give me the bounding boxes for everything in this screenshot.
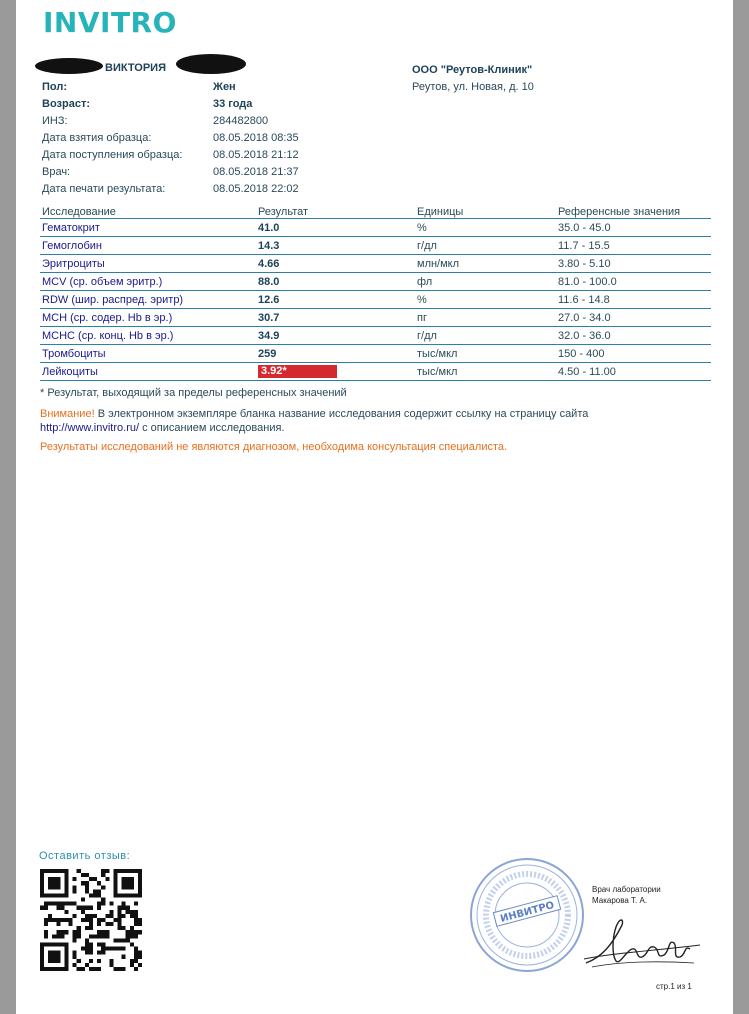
info-row: Дата печати результата: 08.05.2018 22:02 [42, 183, 299, 195]
review-label: Оставить отзыв: [39, 850, 131, 862]
info-row: Возраст: 33 года [42, 98, 253, 110]
clinic-info [412, 62, 534, 96]
clinic-name: ООО "Реутов-Клиник" [412, 64, 533, 76]
column-header: Референсные значения [556, 205, 711, 219]
site-link[interactable]: http://www.invitro.ru/ [40, 422, 140, 434]
info-row: Пол: Жен [42, 81, 236, 93]
table-row: RDW (шир. распред. эритр) 12.6 % 11.6 - 14.8 [40, 291, 711, 309]
test-name-link[interactable]: Эритроциты [40, 255, 256, 273]
page-number: стр.1 из 1 [656, 982, 692, 991]
out-of-range-note: * Результат, выходящий за пределы референсных значений [40, 387, 347, 399]
test-name-link[interactable]: Гемоглобин [40, 237, 256, 255]
table-row: Тромбоциты 259 тыс/мкл 150 - 400 [40, 345, 711, 363]
attention-label: Внимание! [40, 408, 95, 420]
out-of-range-result: 3.92* [258, 365, 337, 378]
table-header [40, 205, 711, 219]
attention-note: Внимание! В электронном экземпляре бланка название исследования содержит ссылку на страницу сайта http://www.invitro.ru/ с описанием исследования. [40, 408, 589, 434]
column-header: Исследование [40, 205, 256, 219]
info-row: Дата поступления образца: 08.05.2018 21:12 [42, 149, 299, 161]
test-name-link[interactable]: Гематокрит [40, 219, 256, 237]
info-row: Врач: 08.05.2018 21:37 [42, 166, 299, 178]
patient-first-name: ВИКТОРИЯ [105, 62, 166, 74]
test-name-link[interactable]: MCH (ср. содер. Hb в эр.) [40, 309, 256, 327]
doctor-signature [582, 905, 702, 975]
info-row: Дата взятия образца: 08.05.2018 08:35 [42, 132, 299, 144]
table-row: Гемоглобин 14.3 г/дл 11.7 - 15.5 [40, 237, 711, 255]
clinic-address: Реутов, ул. Новая, д. 10 [412, 81, 534, 93]
redacted-patronymic [176, 54, 246, 74]
doctor-info: Врач лаборатории Макарова Т. А. [592, 885, 661, 905]
column-header: Результат [256, 205, 415, 219]
test-name-link[interactable]: Лейкоциты [40, 363, 256, 381]
info-row: ИНЗ: 284482800 [42, 115, 269, 127]
table-row: Гематокрит 41.0 % 35.0 - 45.0 [40, 219, 711, 237]
table-row: MCH (ср. содер. Hb в эр.) 30.7 пг 27.0 - 34.0 [40, 309, 711, 327]
report-page [16, 0, 733, 1014]
column-header: Единицы [415, 205, 556, 219]
stamp-text: ИНВИТРО [499, 899, 556, 925]
disclaimer: Результаты исследований не являются диагнозом, необходима консультация специалиста. [40, 441, 508, 453]
patient-info [42, 79, 299, 198]
redacted-surname [35, 58, 103, 74]
test-name-link[interactable]: MCHC (ср. конц. Hb в эр.) [40, 327, 256, 345]
test-name-link[interactable]: Тромбоциты [40, 345, 256, 363]
test-name-link[interactable]: MCV (ср. объем эритр.) [40, 273, 256, 291]
invitro-logo: INVITRO [43, 6, 177, 39]
table-row: MCHC (ср. конц. Hb в эр.) 34.9 г/дл 32.0 - 36.0 [40, 327, 711, 345]
test-name-link[interactable]: RDW (шир. распред. эритр) [40, 291, 256, 309]
table-row: Эритроциты 4.66 млн/мкл 3.80 - 5.10 [40, 255, 711, 273]
review-qr-code[interactable] [40, 869, 142, 971]
results-table [40, 205, 711, 381]
table-row: MCV (ср. объем эритр.) 88.0 фл 81.0 - 100.0 [40, 273, 711, 291]
laboratory-stamp [468, 856, 586, 974]
table-row: Лейкоциты 3.92* тыс/мкл 4.50 - 11.00 [40, 363, 711, 381]
